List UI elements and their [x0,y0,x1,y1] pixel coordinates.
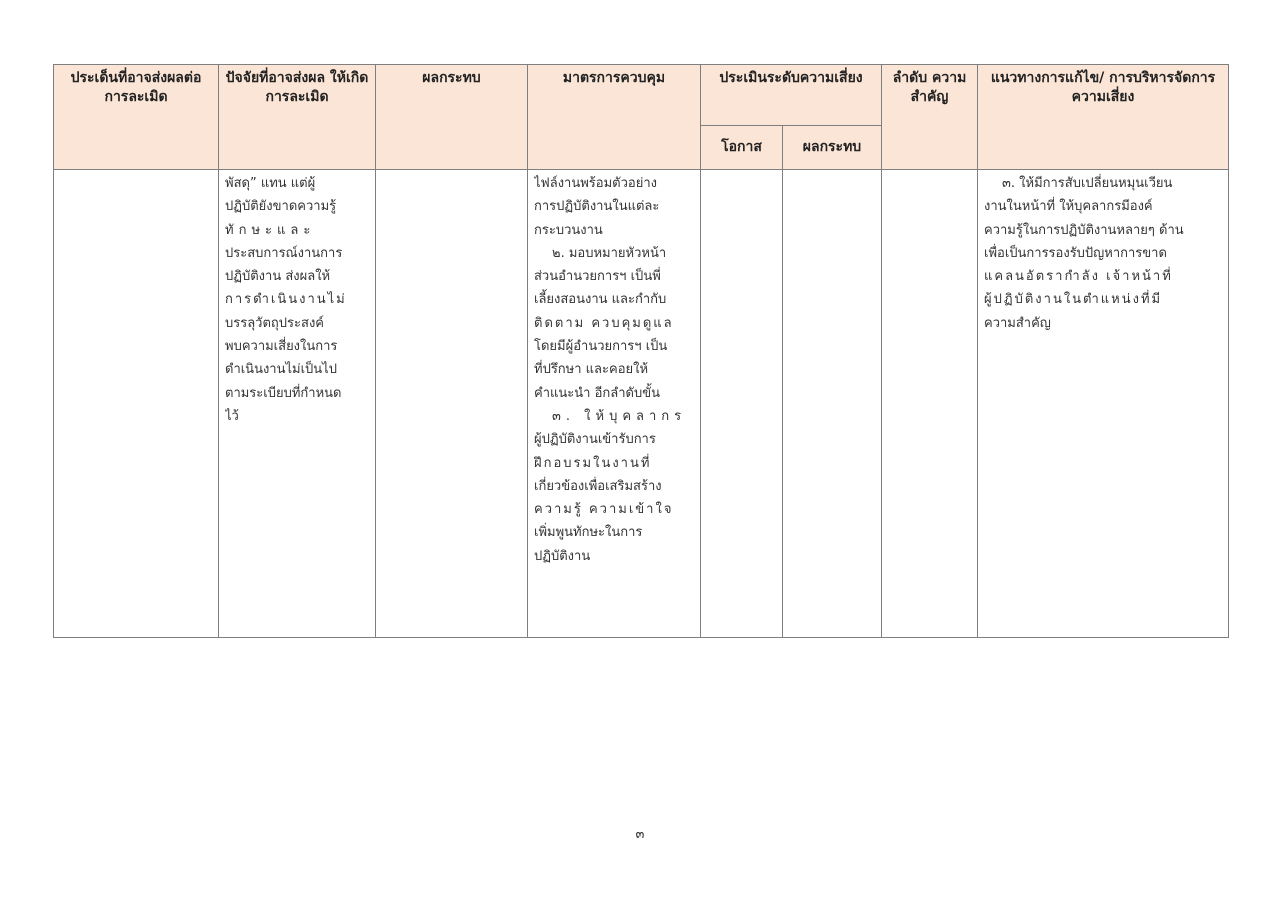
header-guideline: แนวทางการแก้ไข/ การบริหารจัดการความเสี่ยง [978,65,1229,170]
guideline-line: ๓. ให้มีการสับเปลี่ยนหมุนเวียน [1002,176,1173,191]
factor-line: ไว้ [225,408,239,424]
cell-guideline [978,170,1229,638]
factor-line: ดำเนินงานไม่เป็นไป [225,362,337,378]
header-priority: ลำดับ ความสำคัญ [882,65,978,170]
cell-control [528,170,701,638]
control-line: ๓. ให้บุคลากร [552,408,687,424]
factor-line: พบความเสี่ยงในการ [225,339,338,355]
control-line: เลี้ยงสอนงาน และกำกับ [534,292,667,308]
cell-likelihood [701,170,783,638]
factor-line: การดำเนินงานไม่ [225,292,347,308]
control-line: ปฏิบัติงาน [534,548,591,564]
control-line: กระบวนงาน [534,222,603,238]
guideline-line: เพื่อเป็นการรองรับปัญหาการขาด [984,245,1167,261]
guideline-line: งานในหน้าที่ ให้บุคลากรมีองค์ [984,199,1153,215]
control-line: ฝึกอบรมในงานที่ [534,455,652,471]
risk-table [53,64,1229,638]
cell-risk-impact [783,170,882,638]
control-line: ไฟล์งานพร้อมตัวอย่าง [534,176,657,191]
factor-line: ตามระเบียบที่กำหนด [225,385,342,401]
cell-impact [376,170,528,638]
factor-line: ประสบการณ์งานการ [225,245,343,261]
control-line: ๒. มอบหมายหัวหน้า [552,245,667,261]
cell-issue [54,170,219,638]
control-line: เกี่ยวข้องเพื่อเสริมสร้าง [534,478,662,494]
table-row [54,170,1229,638]
header-likelihood: โอกาส [701,126,783,170]
factor-line: ปฏิบัติยังขาดความรู้ [225,199,337,215]
control-line: ความรู้ ความเข้าใจ [534,502,674,518]
page-number: ๓ [635,827,645,842]
header-impact: ผลกระทบ [376,65,528,170]
control-line: การปฏิบัติงานในแต่ละ [534,199,660,215]
guideline-line: แคลนอัตรากำลัง เจ้าหน้าที่ [984,269,1173,285]
control-line: โดยมีผู้อำนวยการฯ เป็น [534,339,668,355]
factor-line: ทักษะและ [225,222,316,238]
guideline-line: ความรู้ในการปฏิบัติงานหลายๆ ด้าน [984,222,1184,238]
header-factor: ปัจจัยที่อาจส่งผล ให้เกิดการละเมิด [219,65,376,170]
cell-factor [219,170,376,638]
header-control: มาตรการควบคุม [528,65,701,170]
guideline-line: ความสำคัญ [984,315,1051,331]
factor-line: พัสดุ” แทน แต่ผู้ [225,176,316,191]
header-risk-impact: ผลกระทบ [783,126,882,170]
cell-priority [882,170,978,638]
guideline-line: ผู้ปฏิบัติงานในตำแหน่งที่มี [984,292,1163,308]
control-line: ติดตาม ควบคุมดูแล [534,315,674,331]
control-line: คำแนะนำ อีกลำดับขั้น [534,385,660,401]
header-issue: ประเด็นที่อาจส่งผลต่อ การละเมิด [54,65,219,170]
control-line: ส่วนอำนวยการฯ เป็นพี่ [534,269,661,285]
control-line: เพิ่มพูนทักษะในการ [534,525,643,541]
factor-line: บรรลุวัตถุประสงค์ [225,315,324,331]
header-risk-assessment: ประเมินระดับความเสี่ยง [701,65,882,126]
control-line: ที่ปรึกษา และคอยให้ [534,362,649,378]
factor-line: ปฏิบัติงาน ส่งผลให้ [225,269,331,285]
control-line: ผู้ปฏิบัติงานเข้ารับการ [534,432,656,448]
